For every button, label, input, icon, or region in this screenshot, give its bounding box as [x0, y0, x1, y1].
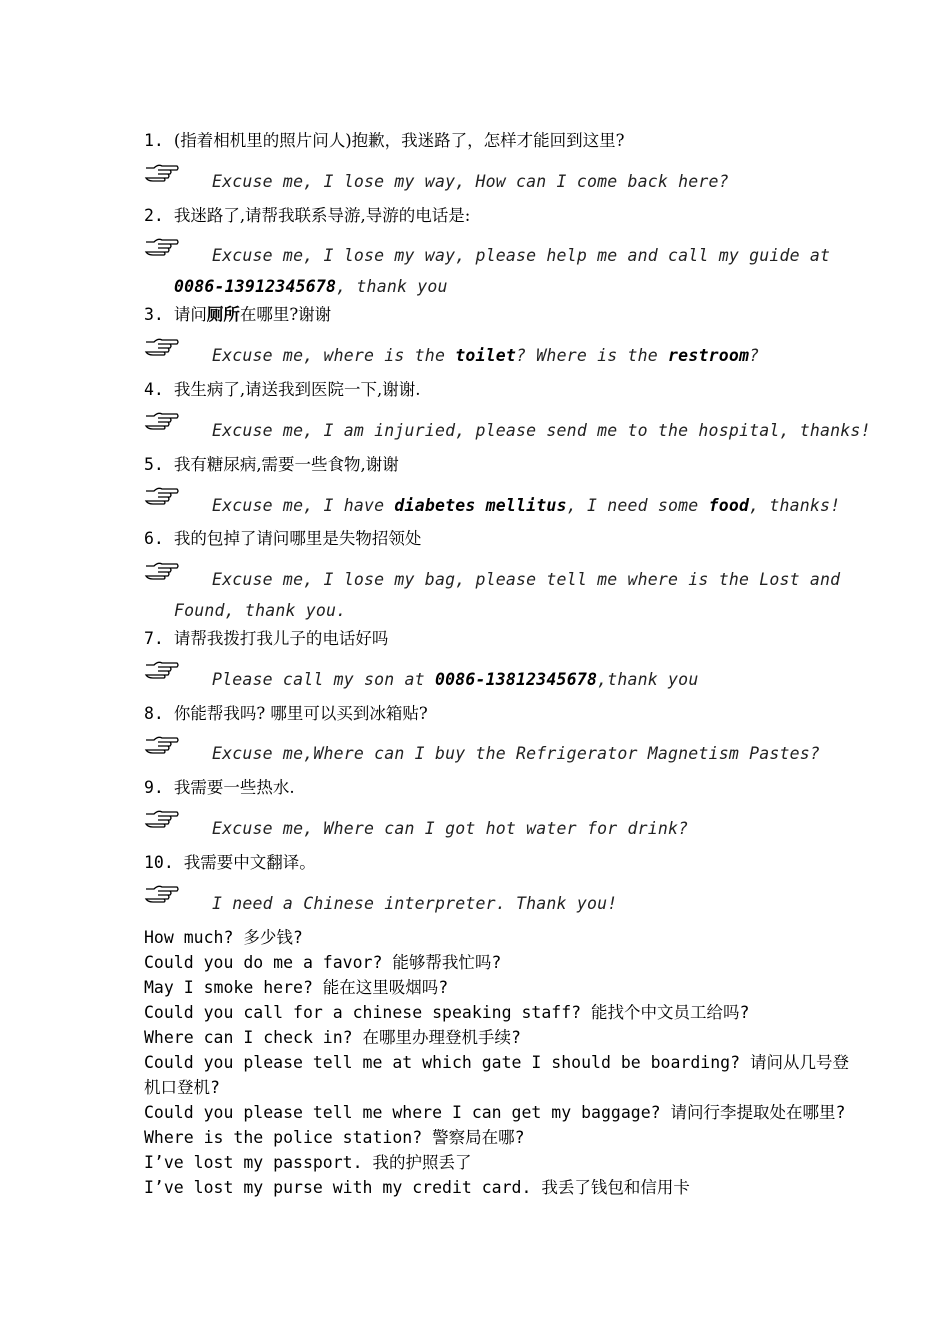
question-4: 4. 我生病了,请送我到医院一下,谢谢. [144, 380, 421, 399]
question-3: 3. 请问厕所在哪里?谢谢 [144, 305, 332, 324]
answer-4: Excuse me, I am injuried, please send me to the hospital, thanks! [212, 421, 871, 440]
phrase-line: I’ve lost my passport. 我的护照丢了 [144, 1153, 472, 1172]
answer-6: Excuse me, I lose my bag, please tell me where is the Lost and [212, 570, 841, 589]
answer-3: Excuse me, where is the toilet? Where is the restroom? [212, 346, 760, 365]
answer-6-cont: Found, thank you. [174, 601, 347, 620]
pointing-hand-icon [144, 883, 180, 905]
phrase-line: I’ve lost my purse with my credit card. 我丢了钱包和信用卡 [144, 1178, 690, 1197]
question-5: 5. 我有糖尿病,需要一些食物,谢谢 [144, 455, 399, 474]
answer-2-cont: 0086-13912345678, thank you [174, 277, 448, 296]
phrase-line: 机口登机? [144, 1078, 220, 1097]
phrase-line: Could you call for a chinese speaking staff? 能找个中文员工给吗? [144, 1003, 750, 1022]
pointing-hand-icon [144, 162, 180, 184]
answer-2: Excuse me, I lose my way, please help me and call my guide at [212, 246, 831, 265]
question-10: 10. 我需要中文翻译。 [144, 853, 316, 872]
question-6: 6. 我的包掉了请问哪里是失物招领处 [144, 529, 422, 548]
question-7: 7. 请帮我拨打我儿子的电话好吗 [144, 629, 389, 648]
phrase-line: Could you do me a favor? 能够帮我忙吗? [144, 953, 502, 972]
phrase-line: Could you please tell me at which gate I should be boarding? 请问从几号登 [144, 1053, 849, 1072]
pointing-hand-icon [144, 236, 180, 258]
pointing-hand-icon [144, 659, 180, 681]
pointing-hand-icon [144, 734, 180, 756]
phrase-line: Where is the police station? 警察局在哪? [144, 1128, 525, 1147]
answer-8: Excuse me,Where can I buy the Refrigerator Magnetism Pastes? [212, 744, 821, 763]
question-1: 1. (指着相机里的照片问人)抱歉，我迷路了，怎样才能回到这里? [144, 131, 625, 150]
answer-1: Excuse me, I lose my way, How can I come back here? [212, 172, 729, 191]
phrase-line: How much? 多少钱? [144, 928, 303, 947]
phrase-line: Where can I check in? 在哪里办理登机手续? [144, 1028, 521, 1047]
pointing-hand-icon [144, 336, 180, 358]
pointing-hand-icon [144, 485, 180, 507]
phrase-line: Could you please tell me where I can get my baggage? 请问行李提取处在哪里? [144, 1103, 846, 1122]
answer-10: I need a Chinese interpreter. Thank you! [212, 894, 618, 913]
question-9: 9. 我需要一些热水. [144, 778, 295, 797]
answer-5: Excuse me, I have diabetes mellitus, I need some food, thanks! [212, 496, 841, 515]
question-8: 8. 你能帮我吗? 哪里可以买到冰箱贴? [144, 704, 428, 723]
question-2: 2. 我迷路了,请帮我联系导游,导游的电话是: [144, 206, 471, 225]
answer-7: Please call my son at 0086-13812345678,thank you [212, 670, 699, 689]
pointing-hand-icon [144, 410, 180, 432]
phrase-line: May I smoke here? 能在这里吸烟吗? [144, 978, 449, 997]
answer-9: Excuse me, Where can I got hot water for drink? [212, 819, 689, 838]
pointing-hand-icon [144, 808, 180, 830]
pointing-hand-icon [144, 560, 180, 582]
